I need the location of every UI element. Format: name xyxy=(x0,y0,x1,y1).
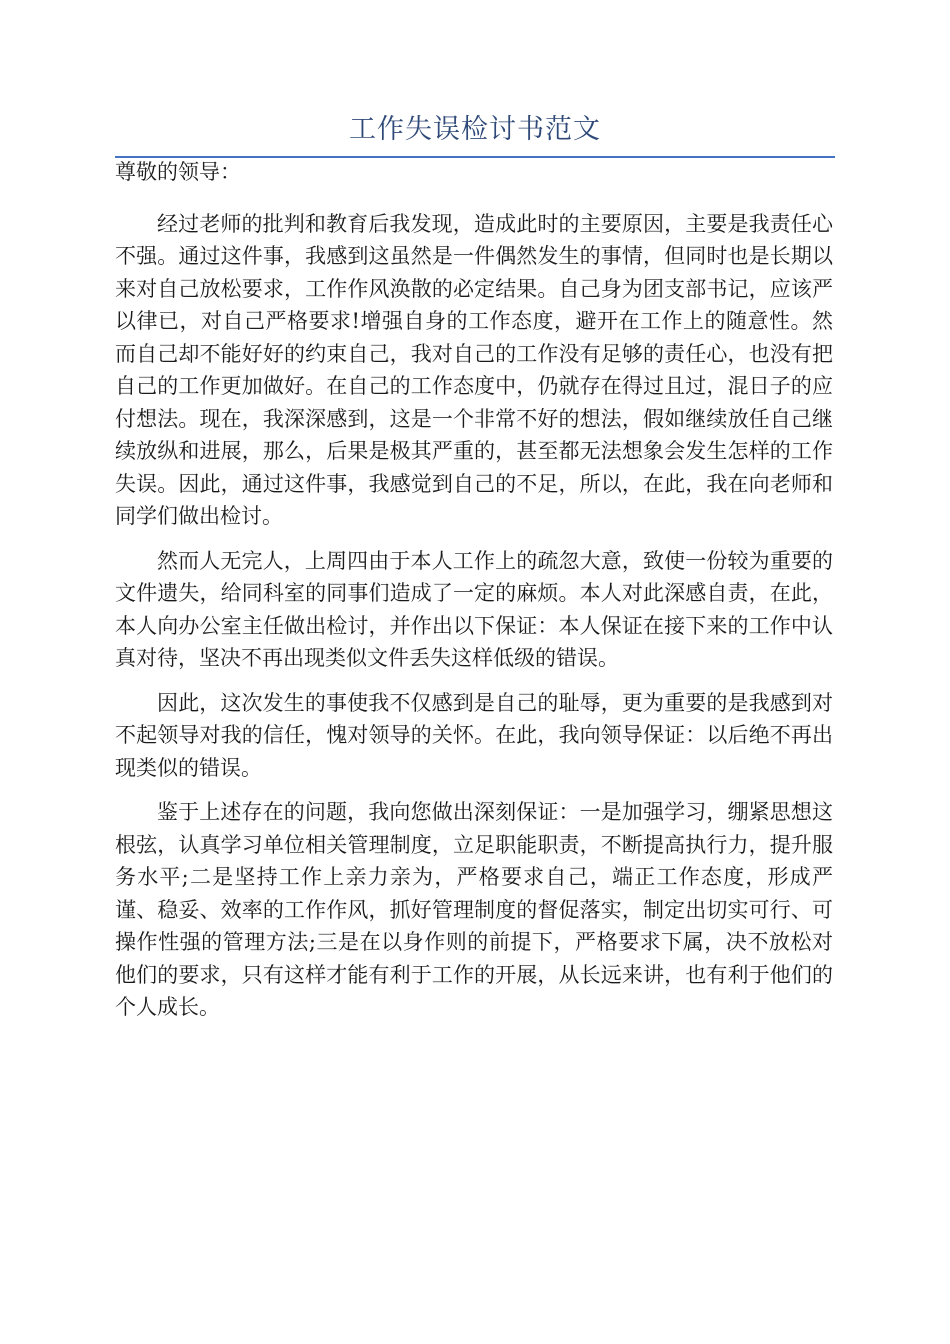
document-title: 工作失误检讨书范文 xyxy=(349,114,601,145)
body-paragraph: 经过老师的批判和教育后我发现，造成此时的主要原因，主要是我责任心不强。通过这件事，我感到这虽然是一件偶然发生的事情，但同时也是长期以来对自己放松要求，工作作风涣散的必定结果。自己身为团支部书记，应该严以律已，对自己严格要求!增强自身的工作态度，避开在工作上的随意性。然而自己却不能好好的约束自己，我对自己的工作没有足够的责任心，也没有把自己的工作更加做好。在自己的工作态度中，仍就存在得过且过，混日子的应付想法。现在，我深深感到，这是一个非常不好的想法，假如继续放任自己继续放纵和进展，那么，后果是极其严重的，甚至都无法想象会发生怎样的工作失误。因此，通过这件事，我感觉到自己的不足，所以，在此，我在向老师和同学们做出检讨。 xyxy=(115,211,833,528)
salutation: 尊敬的领导： xyxy=(115,160,241,184)
body-paragraph: 然而人无完人，上周四由于本人工作上的疏忽大意，致使一份较为重要的文件遗失，给同科室的同事们造成了一定的麻烦。本人对此深感自责，在此，本人向办公室主任做出检讨，并作出以下保证：本人保证在接下来的工作中认真对待，坚决不再出现类似文件丢失这样低级的错误。 xyxy=(115,548,833,670)
title-block xyxy=(115,108,835,158)
body-paragraph: 因此，这次发生的事使我不仅感到是自己的耻辱，更为重要的是我感到对不起领导对我的信任，愧对领导的关怀。在此，我向领导保证：以后绝不再出现类似的错误。 xyxy=(115,690,833,780)
body-paragraph: 鉴于上述存在的问题，我向您做出深刻保证：一是加强学习，绷紧思想这根弦，认真学习单位相关管理制度，立足职能职责，不断提高执行力，提升服务水平;二是坚持工作上亲力亲为，严格要求自己，端正工作态度，形成严谨、稳妥、效率的工作作风，抓好管理制度的督促落实，制定出切实可行、可操作性强的管理方法;三是在以身作则的前提下，严格要求下属，决不放松对他们的要求，只有这样才能有利于工作的开展，从长远来讲，也有利于他们的个人成长。 xyxy=(115,800,833,1019)
document-body xyxy=(115,156,833,1024)
